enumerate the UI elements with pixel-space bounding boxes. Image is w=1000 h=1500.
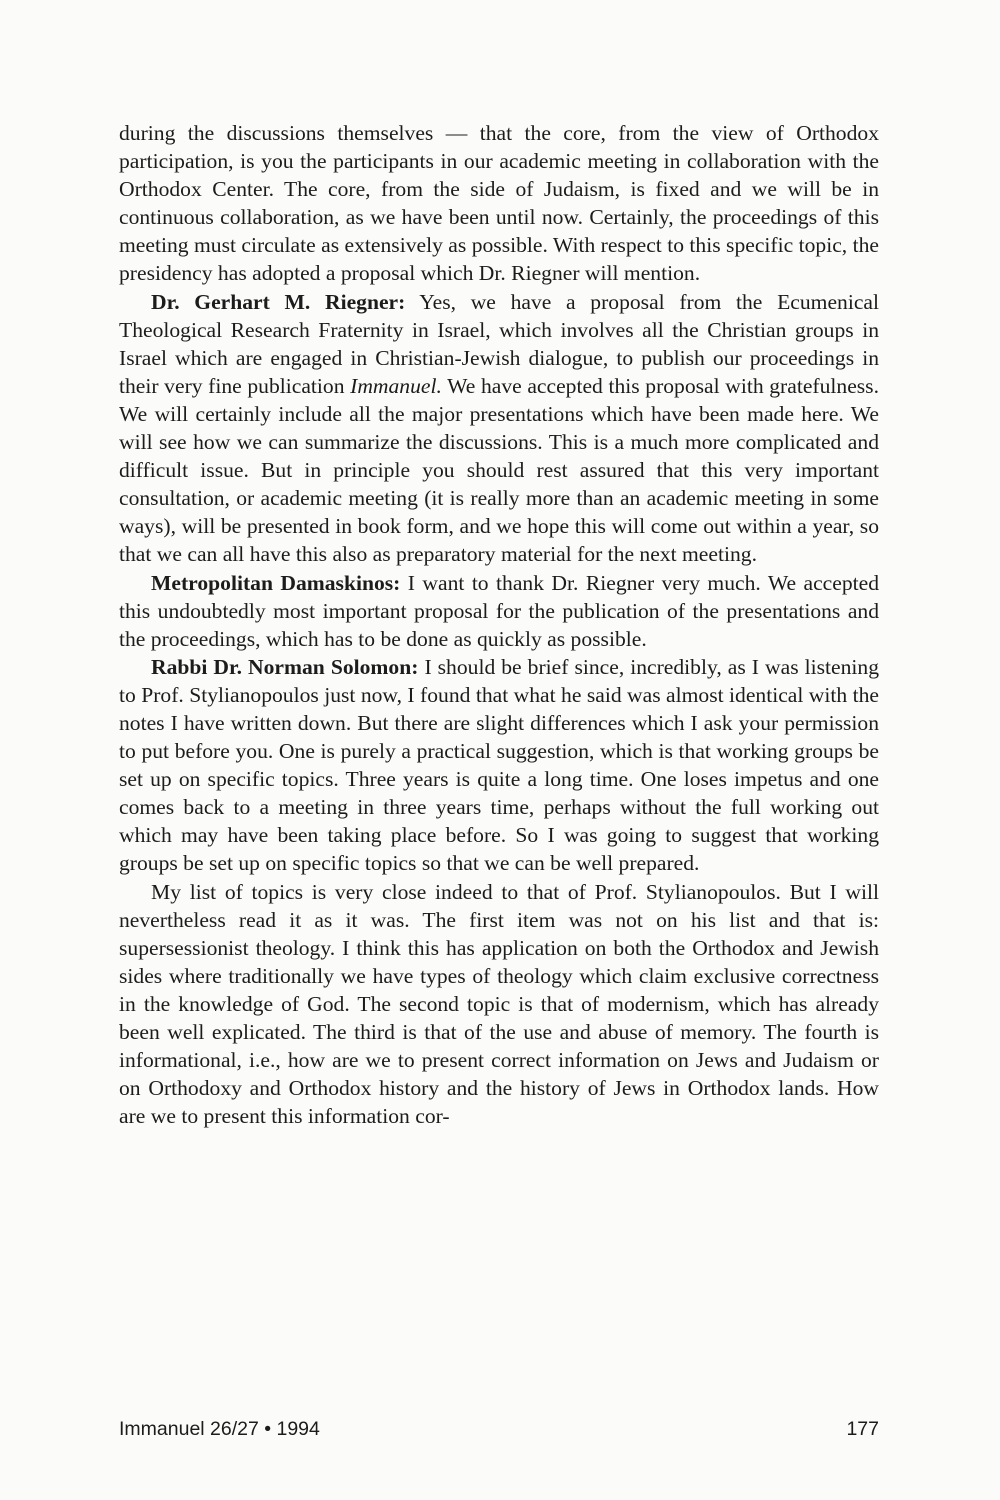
paragraph-text: during the discussions themselves — that the core, from the view of Orthodox participation, is you the participants in our academic meeting in collaboration with the Orthodox Center. The core, from the side of Judaism, is fixed and we will be in continuous collaboration, as we have been until now. Certainly, the proceedings of this meeting must circulate as extensively as possible. With respect to this specific topic, the presidency has adopted a proposal which Dr. Riegner will mention. [119, 121, 879, 286]
publication-title: Immanuel. [350, 373, 442, 398]
paragraph-topics [119, 878, 879, 1131]
paragraph-riegner [119, 288, 879, 569]
speaker-name: Metropolitan Damaskinos: [151, 570, 401, 595]
paragraph-damaskinos [119, 569, 879, 653]
speaker-name: Dr. Gerhart M. Riegner: [151, 289, 406, 314]
body-text [119, 119, 879, 1130]
paragraph-solomon [119, 653, 879, 878]
paragraph-text: I want to thank Dr. Riegner very much. We accepted this undoubtedly most important proposal for the publication of the presentations and the proceedings, which has to be done as quickly as possible. [119, 570, 880, 651]
page-number: 177 [846, 1418, 879, 1440]
footer-journal: Immanuel 26/27 • 1994 [119, 1418, 320, 1440]
paragraph-text: I should be brief since, incredibly, as I was listening to Prof. Stylianopoulos just now, I found that what he said was almost identical with the notes I have written down. But there are slight differences which I ask your permission to put before you. One is purely a practical suggestion, which is that working groups be set up on specific topics. Three years is quite a long time. One loses impetus and one comes back to a meeting in three years time, perhaps without the full working out which may have been taking place before. So I was going to suggest that working groups be set up on specific topics so that we can be well prepared. [119, 654, 879, 876]
paragraph-text: My list of topics is very close indeed to that of Prof. Stylianopoulos. But I will nevertheless read it as it was. The first item was not on his list and that is: supersessionist theology. I think this has application on both the Orthodox and Jewish sides where traditionally we have types of theology which claim exclusive correctness in the knowledge of God. The second topic is that of modernism, which has already been well explicated. The third is that of the use and abuse of memory. The fourth is informational, i.e., how are we to present correct information on Jews and Judaism or on Orthodoxy and Orthodox history and the history of Jews in Orthodox lands. How are we to present this information cor- [119, 879, 879, 1129]
paragraph-text-continued: We have accepted this proposal with gratefulness. We will certainly include all the major presentations which have been made here. We will see how we can summarize the discussions. This is a much more complicated and difficult issue. But in principle you should rest assured that this very important consultation, or academic meeting (it is really more than an academic meeting in some ways), will be presented in book form, and we hope this will come out within a year, so that we can all have this also as preparatory material for the next meeting. [119, 373, 879, 567]
paragraph-continuation [119, 119, 879, 288]
paragraph-text: Yes, we have a proposal from the Ecumenical Theological Research Fraternity in Israel, which involves all the Christian groups in Israel which are engaged in Christian-Jewish dialogue, to publish our proceedings in their very fine publication [119, 289, 879, 398]
speaker-name: Rabbi Dr. Norman Solomon: [151, 654, 419, 679]
